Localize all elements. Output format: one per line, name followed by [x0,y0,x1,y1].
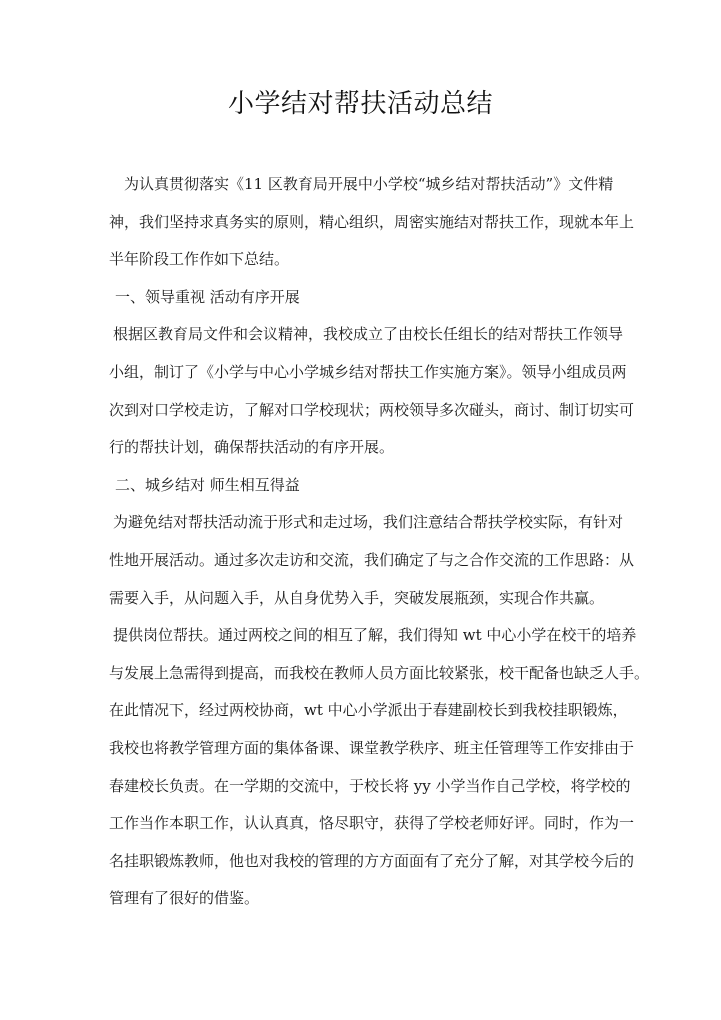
text-line: 与发展上急需得到提高，而我校在教师人员方面比较紧张，校干配备也缺乏人手。 [109,663,650,682]
text-line: 神，我们坚持求真务实的原则，精心组织，周密实施结对帮扶工作，现就本年上 [109,212,635,231]
text-line: 名挂职锻炼教师，他也对我校的管理的方方面面有了充分了解，对其学校今后的 [109,851,635,870]
paragraph-intro [109,166,635,279]
text-line: 提供岗位帮扶。通过两校之间的相互了解，我们得知 wt 中心小学在校干的培养 [113,626,637,645]
text-line: 在此情况下，经过两校协商，wt 中心小学派出于春建副校长到我校挂职锻炼， [109,701,628,720]
text-line: 我校也将教学管理方面的集体备课、课堂教学秩序、班主任管理等工作安排由于 [109,738,635,757]
section-heading-1: 一、领导重视 活动有序开展 [115,287,300,306]
text-line: 春建校长负责。在一学期的交流中，于校长将 yy 小学当作自己学校，将学校的 [109,776,631,795]
document-title: 小学结对帮扶活动总结 [227,89,493,119]
text-line: 次到对口学校走访，了解对口学校现状；两校领导多次碰头，商讨、制订切实可 [109,400,635,419]
document-body [109,166,650,918]
text-line: 小组，制订了《小学与中心小学城乡结对帮扶工作实施方案》。领导小组成员两 [109,362,627,381]
text-line: 半年阶段工作作如下总结。 [109,250,290,269]
text-line: 为认真贯彻落实《11 区教育局开展中小学校“城乡结对帮扶活动”》文件精 [124,175,614,193]
text-line: 行的帮扶计划，确保帮扶活动的有序开展。 [109,438,395,457]
text-line: 为避免结对帮扶活动流于形式和走过场，我们注意结合帮扶学校实际，有针对 [113,513,624,532]
text-line: 性地开展活动。通过多次走访和交流，我们确定了与之合作交流的工作思路：从 [109,550,635,569]
paragraph-pairing [109,504,635,617]
paragraph-leadership [109,316,635,466]
text-line: 工作当作本职工作，认认真真，恪尽职守，获得了学校老师好评。同时，作为一 [109,814,635,833]
text-line: 需要入手，从问题入手，从自身优势入手，突破发展瓶颈，实现合作共赢。 [109,588,605,607]
paragraph-post-support [109,617,650,918]
section-heading-2: 二、城乡结对 师生相互得益 [115,475,300,494]
text-line: 管理有了很好的借鉴。 [109,889,260,908]
text-line: 根据区教育局文件和会议精神，我校成立了由校长任组长的结对帮扶工作领导 [113,325,624,344]
